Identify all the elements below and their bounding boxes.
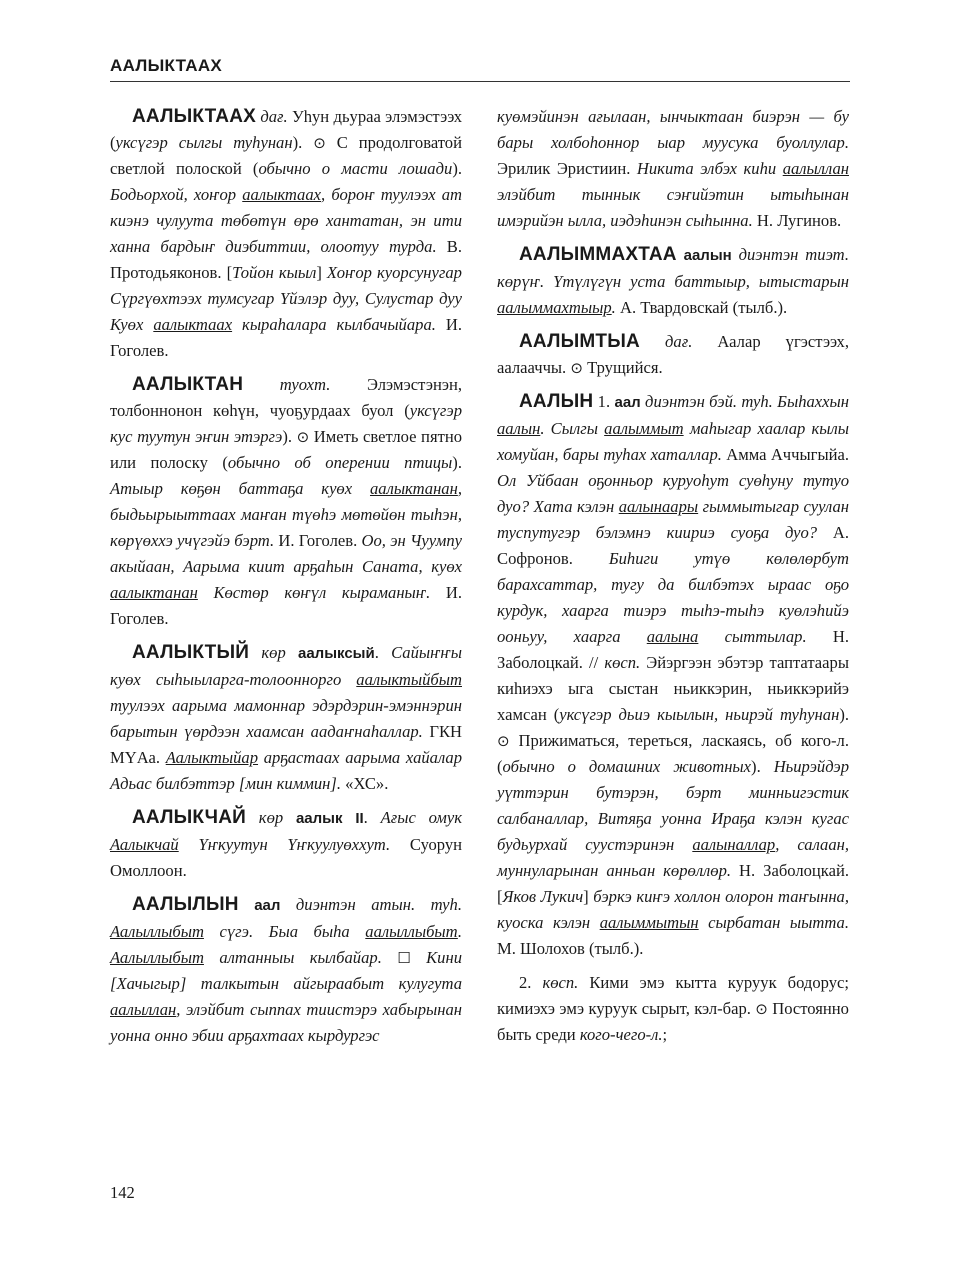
example-word: аалыктыйбыт — [356, 670, 462, 689]
italic-text: Никита элбэх киһи — [636, 159, 783, 178]
entry-aalyktyi — [110, 640, 462, 797]
cross-reference: аалын — [683, 247, 732, 264]
entry-text: Аалар үгэстээх, аалааччы. — [497, 332, 849, 377]
headword: ААЛЫКТАН — [132, 374, 244, 395]
entry-text: Н. Лугинов. — [752, 211, 842, 230]
italic-text: элэйбит тыннык сэҥийэтин ытыһынан имэрийэн ылла, иэдэһинэн сыһынна. — [497, 185, 849, 230]
italic-text: уксүгэр дьиэ кыылын, ньирэй туһунан — [559, 705, 840, 724]
entry-text: Эрилик Эристиин. — [497, 159, 637, 178]
italic-text: , быдьырыыттаах маҥан түөһэ мөтөйөн тыһэн, көрүөххэ учүгэйэ бэрт. — [110, 479, 462, 550]
italic-text: сүгэ. Быа быһа — [203, 922, 366, 941]
italic-text: гыммытыгар суулан туспутугэр бэлэмнэ киириэ суоҕа дуо? — [497, 497, 850, 542]
italic-text: обычно о масти лошади — [258, 159, 453, 178]
headword: ААЛЫКТЫЙ — [132, 642, 250, 663]
italic-text: Тойон кыыл — [232, 263, 317, 282]
example-word: аалыллыбыт — [365, 922, 458, 941]
italic-text: Сайыҥҥы куөх сыһыыларга-толооннорго — [110, 643, 462, 689]
example-word: Аалыллыбыт — [110, 948, 204, 967]
italic-text: уксүгэр кус туутун эҥин этэргэ — [110, 401, 462, 446]
example-word: аалына — [646, 627, 699, 646]
entry-text: ] — [583, 887, 594, 906]
italic-text: Бодьорхой, хоҥор — [110, 185, 243, 204]
entry-text: Трущийся. — [582, 358, 663, 377]
entry-text: М. Шолохов (тылб.). — [497, 939, 644, 958]
italic-text: Оо, эн Чуумпу акыйаан, Аарыма киит арҕаһын Саната, куөх — [110, 531, 462, 576]
running-head: ААЛЫКТААХ — [110, 56, 850, 82]
italic-text: сырбатан ыытта. — [698, 913, 849, 932]
headword: ААЛЫММАХТАА — [519, 244, 677, 265]
entry-text: Эйэргээн эбэтэр таптатаары киһиэхэ ыга сыстан ньиккэрин, ньиккэрийэ хамсан ( — [497, 653, 849, 724]
right-column — [497, 104, 849, 1056]
italic-text: диэнтэн тиэт. көрүҥ. — [497, 245, 849, 291]
translation-marker-icon: ☐ — [397, 949, 411, 967]
italic-text: , элэйбит сыппах тиистэрэ хабырынан уонна онно эбии арҕахтаах кырдургэс — [110, 1000, 462, 1045]
entry-text — [239, 895, 255, 914]
italic-text: Атыыр көҕөн баттаҕа куөх — [110, 479, 370, 498]
translation-marker-icon: ⊙ — [313, 134, 326, 152]
entry-aalyn — [497, 389, 849, 962]
headword: ААЛЫКТААХ — [132, 106, 257, 127]
example-word: аалын — [497, 419, 541, 438]
example-word: аалыммыт — [604, 419, 684, 438]
entry-text: Н. Заболоцкай. // — [497, 627, 849, 672]
translation-marker-icon: ⊙ — [497, 732, 510, 750]
entry-text: ). — [751, 757, 774, 776]
example-word: аалынаары — [618, 497, 699, 516]
example-word: аалыллан — [782, 159, 849, 178]
cross-reference: аал — [614, 394, 641, 411]
italic-text: Көстөр көҥүл кыраманыҥ. — [197, 583, 431, 602]
italic-text: көр — [246, 808, 296, 827]
italic-text: бэркэ киҥэ холлон олорон таҥынна, куоска кэлэн — [497, 887, 850, 932]
italic-text: маһыгар хаалар кылы хомуйан, бары туһах хаталлар. — [497, 419, 850, 464]
italic-text: диэнтэн бэй. туһ. — [640, 392, 778, 411]
example-word: аалыктаах — [153, 315, 233, 334]
entry-text: 2. — [519, 973, 543, 992]
translation-marker-icon: ⊙ — [755, 1000, 768, 1018]
headword: ААЛЫН — [519, 391, 594, 412]
example-word: Аалыкчай — [110, 835, 179, 854]
italic-text: . — [457, 922, 462, 941]
cross-reference: аалык II — [295, 810, 364, 827]
cross-reference: аал — [254, 897, 281, 914]
left-column — [110, 104, 462, 1057]
translation-marker-icon: ⊙ — [296, 428, 310, 446]
entry-text: ; — [662, 1025, 668, 1044]
entry-aalykchai — [110, 805, 462, 884]
entry-text: ). — [452, 159, 462, 178]
entry-text: А. Софронов. — [497, 523, 850, 568]
entry-text — [677, 245, 684, 264]
italic-text: Үҥкуутун Үҥкуулуөххут. — [178, 835, 391, 854]
entry-aalyktan — [110, 372, 462, 632]
example-word: Аалыллыбыт — [110, 922, 204, 941]
entry-text: «ХС». — [341, 774, 389, 793]
italic-text: сыттылар. — [698, 627, 807, 646]
entry-text: . — [374, 643, 392, 662]
example-word: аалыктанан — [369, 479, 458, 498]
italic-text: Быһаххын — [777, 392, 849, 411]
entry-text: С продолговатой светлой полоской ( — [110, 133, 462, 178]
italic-text: Ол Уйбаан оҕонньор куруоһут суөһуну тутуо дуо? Хата кэлэн — [497, 471, 849, 516]
italic-text: Үтүлүгүн уста баттыыр, ытыстарын — [553, 272, 849, 291]
italic-text: кыраһалара кылбачыйара. — [232, 315, 436, 334]
italic-text: көсп. — [542, 973, 579, 992]
italic-text: Биһиги утүө көлөлөрбут барахсаттар, тугу да билбэтэх ыраас оҕо курдук, хаарга тиэрэ тыһэ-тыһэ куөлэһийэ ооньуу, хаарга — [497, 549, 849, 646]
entry-text: ] — [316, 263, 327, 282]
entry-text: Н. Заболоцкай. [ — [497, 861, 850, 906]
italic-text: алтанныы кылбайар. — [203, 948, 382, 967]
italic-text: , салаан, муннуларынан анньан көрөллөр. — [497, 835, 849, 880]
italic-text: көсп. — [604, 653, 641, 672]
entry-aalymmakhtaa — [497, 242, 849, 321]
entry-text: Прижиматься, тереться, ласкаясь, об кого-л. ( — [497, 731, 849, 776]
headword: ААЛЫЛЫН — [132, 894, 239, 915]
headword: ААЛЫКЧАЙ — [132, 807, 247, 828]
italic-text: уксүгэр сылгы туһунан — [115, 133, 293, 152]
entry-aalylyn — [110, 892, 462, 1049]
italic-text: туулээх аарыма мамоннар эдэрдэрин-эмэннэрин барытын үөрдээн хаамсан аадаҥнаһаллар. — [110, 696, 462, 741]
entry-text: . — [363, 808, 381, 827]
entry-text: Суорун Омоллоон. — [110, 835, 462, 880]
headword: ААЛЫМТЫА — [519, 331, 640, 352]
italic-text: обычно об оперении птицы — [227, 453, 453, 472]
italic-text: Кини [Хачыгыр] талкытын айгыраабыт кулугута — [110, 948, 462, 993]
entry-text: Постоянно быть среди — [497, 999, 849, 1044]
italic-text: Ағыс омук — [380, 808, 462, 827]
italic-text: куөмэйинэн ағылаан, ынчыктаан биэрэн — бу бары холбоһоннор ыар муусука буоллулар. — [497, 107, 849, 152]
italic-text: , бороҥ туулээх ат киэнэ чулуута төбөтүн өрө хантатан, эн ити ханна бардыҥ диэбиттии, олоотуу турда. — [110, 185, 462, 256]
example-word: Аалыктыйар — [165, 748, 259, 767]
italic-text: . Сылгы — [540, 419, 605, 438]
italic-text: Хоҥор куорсунугар Сүргүөхтээх тумсугар Үйэлэр дуу, Сулустар дуу Куөх — [110, 263, 462, 334]
entry-text: А. Твардовскай (тылб.). — [615, 298, 788, 317]
example-word: аалыктанан — [110, 583, 198, 602]
entry-text: Элэмэстэнэн, толбоннонон көһүн, чуоҕурдаах буол ( — [110, 375, 462, 420]
entry-aalyn-sense-2 — [497, 970, 849, 1048]
italic-text: дағ. — [639, 332, 718, 351]
italic-text: арҕастаах аарыма хайалар Адьас билбэттэр [мин киммин]. — [110, 748, 462, 793]
italic-text: диэнтэн атын. туһ. — [280, 895, 462, 914]
italic-text: кого-чего-л. — [579, 1025, 663, 1044]
entry-text: ). — [292, 133, 314, 152]
entry-text: И. Гоголев. — [274, 531, 362, 550]
entry-text: ). — [452, 453, 462, 472]
entry-text: ). — [282, 427, 297, 446]
italic-text: обычно о домашних животных — [502, 757, 752, 776]
translation-marker-icon: ⊙ — [570, 359, 583, 377]
entry-text — [411, 948, 426, 967]
cross-reference: аалыксый — [297, 645, 375, 662]
entry-aalyktaakh — [110, 104, 462, 364]
italic-text: көр — [249, 643, 298, 662]
italic-text: Яков Лукич — [502, 887, 584, 906]
italic-text: Ньирэйдэр уүттэрин бутэрэн, бэрт минньигэстик салбаналлар, Витяҕа уонна Ираҕа кэлэн кугас будьурхай суустэринэн — [497, 757, 850, 854]
example-word: аалыктаах — [242, 185, 322, 204]
entry-text: В. Протодьяконов. [ — [110, 237, 462, 282]
entry-text: 1. — [593, 392, 615, 411]
italic-text: . — [611, 298, 616, 317]
example-word: аалыммахтыыр — [497, 298, 612, 317]
example-word: аалыналлар — [692, 835, 776, 854]
entry-aalymtya — [497, 329, 849, 381]
entry-aalylyn-continued — [497, 104, 849, 234]
entry-text: И. Гоголев. — [110, 583, 462, 628]
example-word: аалыммытын — [599, 913, 699, 932]
entry-text: ). — [839, 705, 849, 724]
italic-text: туохт. — [243, 375, 367, 394]
entry-text — [382, 948, 397, 967]
entry-text: И. Гоголев. — [110, 315, 463, 360]
example-word: аалыллан — [110, 1000, 177, 1019]
italic-text: дағ. — [256, 107, 292, 126]
page-number: 142 — [110, 1183, 135, 1202]
entry-text: Иметь светлое пятно или полоску ( — [110, 427, 463, 472]
entry-text: Уһун дьураа элэмэстээх ( — [110, 107, 462, 152]
entry-text: ГКН МҮАа. — [110, 722, 463, 767]
entry-text: Амма Аччыгыйа. — [721, 445, 849, 464]
entry-text: Кими эмэ кытта куруук бодорус; кимиэхэ эмэ куруук сырыт, кэл-бар. — [497, 973, 849, 1018]
